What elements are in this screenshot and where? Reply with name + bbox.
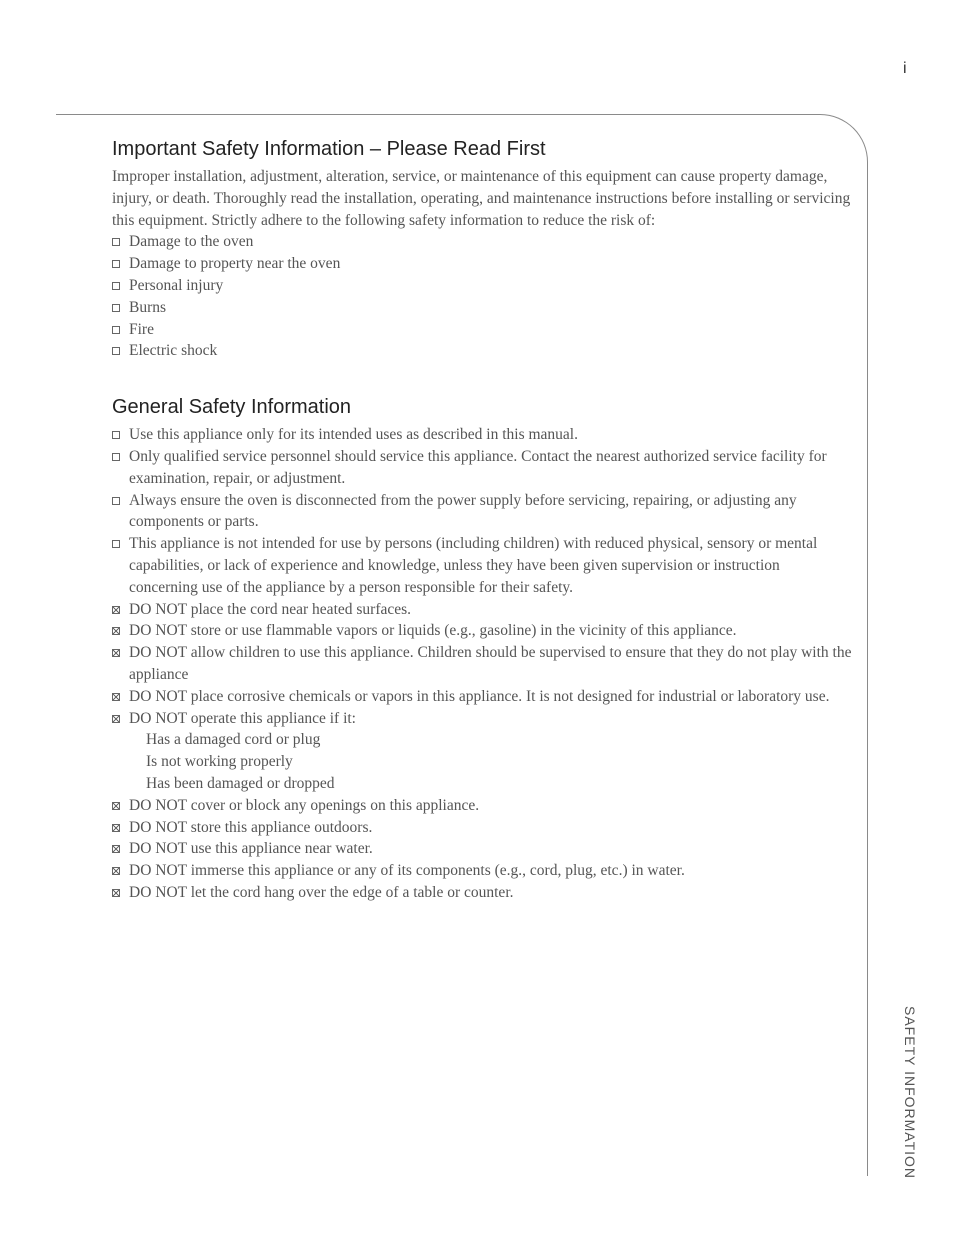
box-bullet-icon bbox=[112, 497, 120, 505]
crossed-box-bullet-icon bbox=[112, 845, 120, 853]
section-title: General Safety Information bbox=[112, 396, 352, 419]
list-item: DO NOT immerse this appliance or any of its components (e.g., cord, plug, etc.) in water. bbox=[112, 860, 852, 882]
box-bullet-icon bbox=[112, 282, 120, 290]
list-item: DO NOT place the cord near heated surfaces. bbox=[112, 599, 852, 621]
list-item: Personal injury bbox=[112, 275, 852, 297]
list-item: Use this appliance only for its intended uses as described in this manual. bbox=[112, 424, 852, 446]
crossed-box-bullet-icon bbox=[112, 715, 120, 723]
page-number: i bbox=[903, 60, 907, 77]
general-safety-section bbox=[112, 394, 852, 904]
operate-conditions-list bbox=[129, 729, 852, 794]
side-section-label: SAFETY INFORMATION bbox=[902, 1006, 918, 1180]
list-item: DO NOT place corrosive chemicals or vapors in this appliance. It is not designed for industrial or laboratory use. bbox=[112, 686, 852, 708]
crossed-box-bullet-icon bbox=[112, 627, 120, 635]
sub-list-item: Has been damaged or dropped bbox=[146, 774, 335, 792]
box-bullet-icon bbox=[112, 326, 120, 334]
important-safety-section bbox=[112, 136, 852, 362]
crossed-box-bullet-icon bbox=[112, 649, 120, 657]
list-item: DO NOT let the cord hang over the edge of a table or counter. bbox=[112, 882, 852, 904]
risk-list bbox=[112, 231, 852, 362]
crossed-box-bullet-icon bbox=[112, 867, 120, 875]
list-item: DO NOT allow children to use this appliance. Children should be supervised to ensure that they do not play with the appliance bbox=[112, 642, 852, 686]
sub-list-item: Has a damaged cord or plug bbox=[146, 731, 321, 749]
list-item: Electric shock bbox=[112, 340, 852, 362]
crossed-box-bullet-icon bbox=[112, 802, 120, 810]
box-bullet-icon bbox=[112, 260, 120, 268]
crossed-box-bullet-icon bbox=[112, 889, 120, 897]
list-item: Damage to property near the oven bbox=[112, 253, 852, 275]
crossed-box-bullet-icon bbox=[112, 693, 120, 701]
general-safety-list bbox=[112, 424, 852, 904]
sub-list-item: Is not working properly bbox=[146, 753, 293, 771]
list-item: Damage to the oven bbox=[112, 231, 852, 253]
box-bullet-icon bbox=[112, 540, 120, 548]
box-bullet-icon bbox=[112, 304, 120, 312]
section-title: Important Safety Information – Please Read First bbox=[112, 138, 546, 160]
list-item: DO NOT store or use flammable vapors or liquids (e.g., gasoline) in the vicinity of this appliance. bbox=[112, 620, 852, 642]
list-item: DO NOT operate this appliance if it: Has a damaged cord or plug Is not working properly Has been damaged or dropped bbox=[112, 708, 852, 795]
list-item: DO NOT cover or block any openings on this appliance. bbox=[112, 795, 852, 817]
list-item: DO NOT use this appliance near water. bbox=[112, 838, 852, 860]
intro-paragraph: Improper installation, adjustment, alteration, service, or maintenance of this equipment can cause property damage, injury, or death. Thoroughly read the installation, operating, and maintenance instructions before installing or servicing this equipment. Strictly adhere to the following safety information to reduce the risk of: bbox=[112, 168, 851, 229]
crossed-box-bullet-icon bbox=[112, 606, 120, 614]
box-bullet-icon bbox=[112, 453, 120, 461]
list-item: Always ensure the oven is disconnected from the power supply before servicing, repairing, or adjusting any components or parts. bbox=[112, 490, 852, 534]
page-content bbox=[112, 136, 852, 904]
crossed-box-bullet-icon bbox=[112, 824, 120, 832]
list-item: Burns bbox=[112, 297, 852, 319]
list-item: This appliance is not intended for use by persons (including children) with reduced physical, sensory or mental capabilities, or lack of experience and knowledge, unless they have been given supervision or instruction concerning use of the appliance by a person responsible for their safety. bbox=[112, 533, 852, 598]
list-item: Only qualified service personnel should service this appliance. Contact the nearest authorized service facility for examination, repair, or adjustment. bbox=[112, 446, 852, 490]
list-item: DO NOT store this appliance outdoors. bbox=[112, 817, 852, 839]
box-bullet-icon bbox=[112, 431, 120, 439]
box-bullet-icon bbox=[112, 347, 120, 355]
list-item: Fire bbox=[112, 319, 852, 341]
box-bullet-icon bbox=[112, 238, 120, 246]
